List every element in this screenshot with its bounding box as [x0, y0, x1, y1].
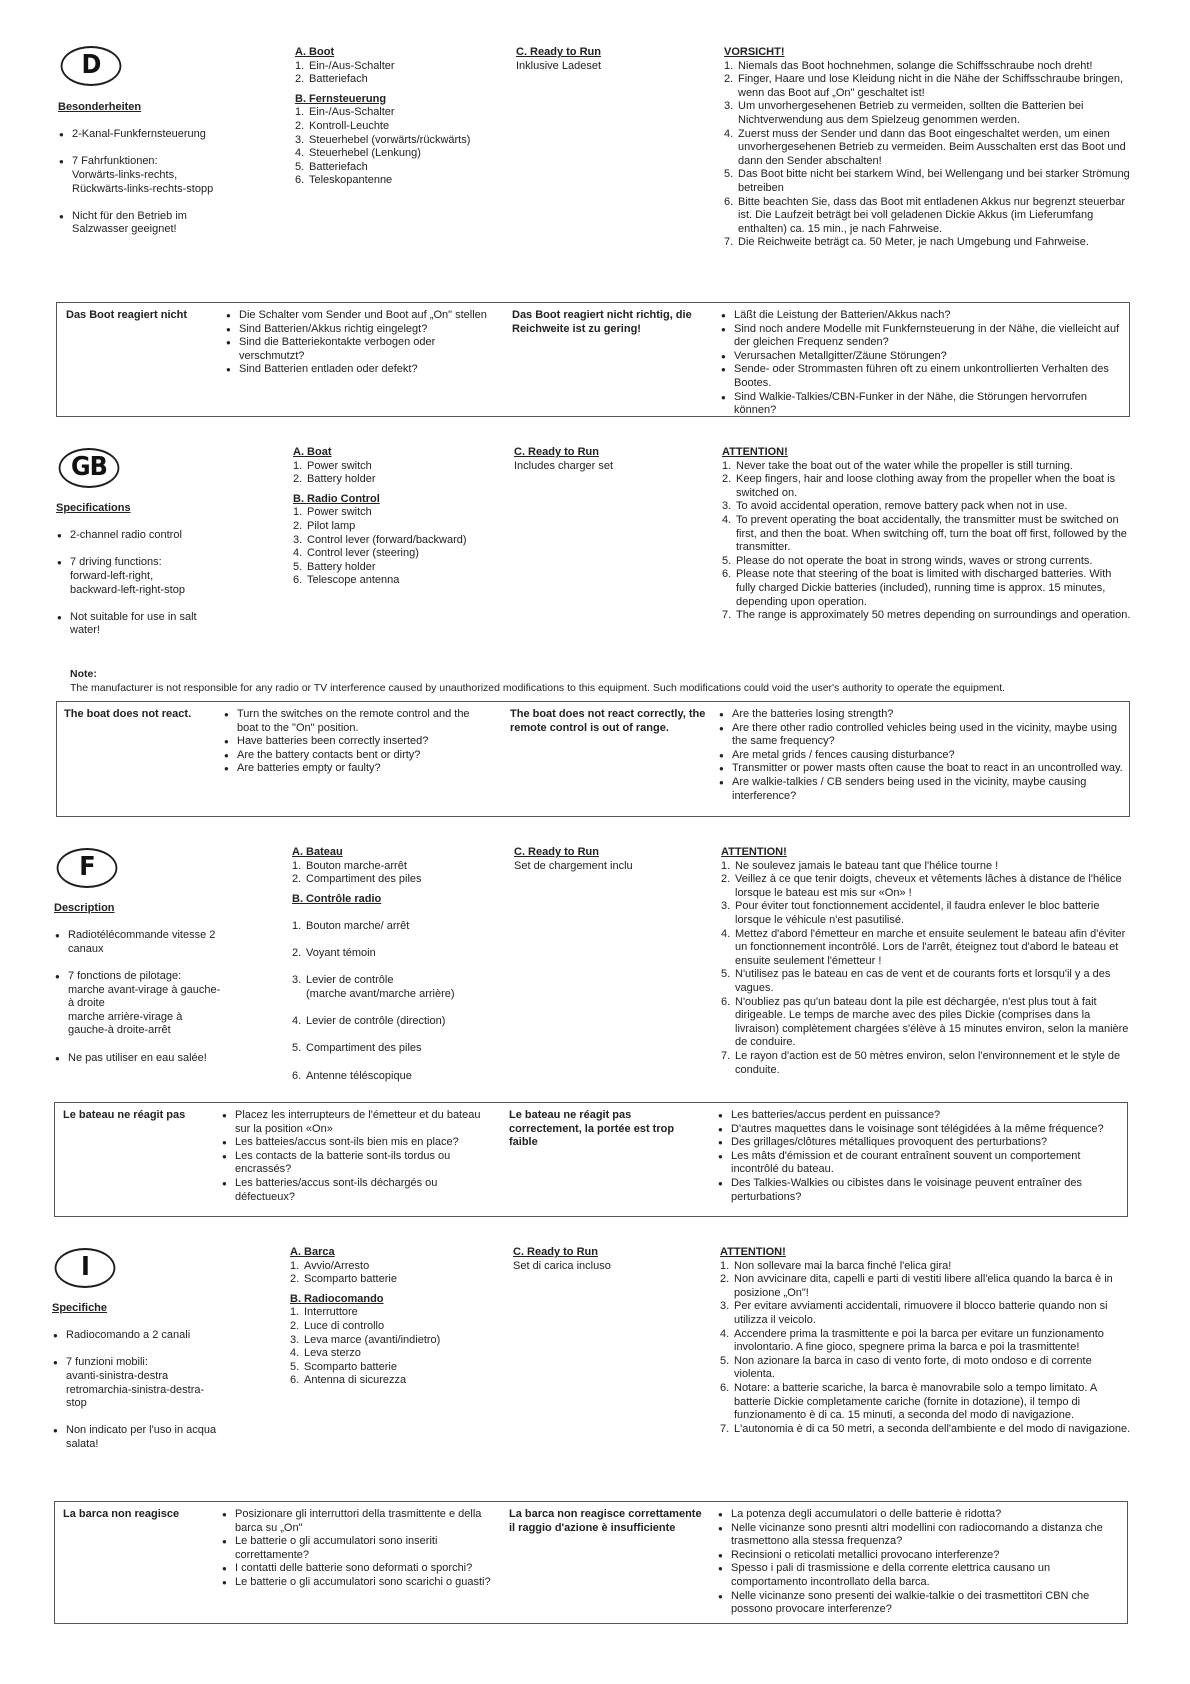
list-item: 3. Per evitare avviamenti accidentali, rimuovere il blocco batterie quando non si utilizza il veicolo. — [720, 1300, 1108, 1326]
list-item: 5. N'utilisez pas le bateau en cas de vent et de courants forts et lorsqu'il y a des vagues. — [721, 968, 1111, 994]
list-item: 4. To prevent operating the boat accidentally, the transmitter must be switched on first, and then the boat. When switching off, turn the boat off first, followed by the transmitter. — [722, 513, 1127, 554]
list-item: 4. Zuerst muss der Sender und dann das Boot eingeschaltet werden, um einen unvorhergesehenen Betrieb zu vermeiden. Beim Ausschalten erst das Boot und dann den Sender abschalten! — [724, 127, 1126, 167]
list-item: ● Les batteries/accus sont-ils déchargés ou défectueux? — [221, 1177, 491, 1204]
troubleshoot-box-gb — [56, 701, 1130, 817]
list-item: ● Les batteies/accus sont-ils bien mis en place? — [221, 1136, 491, 1150]
troubleshoot-box-de — [56, 302, 1130, 417]
list-item: ● Läßt die Leistung der Batterien/Akkus nach? — [720, 309, 1125, 323]
warning-title: ATTENTION! — [722, 446, 788, 458]
list-item: ● Not suitable for use in salt water! — [56, 611, 256, 638]
note-title: Note: — [70, 668, 97, 680]
list-item: ● Ne pas utiliser en eau salée! — [54, 1052, 244, 1066]
list-item: ● Turn the switches on the remote control and the boat to the "On" position. — [223, 708, 493, 735]
list-item: ● Le batterie o gli accumulatori sono scarichi o guasti? — [221, 1576, 491, 1590]
list-item: ● Radiotélécommande vitesse 2 canaux — [54, 929, 244, 956]
section-b-title: B. Contrôle radio — [292, 892, 382, 905]
section-c-text: Set di carica incluso — [513, 1259, 611, 1272]
list-item: ● Sind noch andere Modelle mit Funkfernsteuerung in der Nähe, die vielleicht auf der gleichen Frequenz senden? — [720, 323, 1125, 350]
list-item: 1. Non sollevare mai la barca finché l'elica gira! — [720, 1259, 952, 1272]
list-item: 7. Die Reichweite beträgt ca. 50 Meter, je nach Umgebung und Fahrweise. — [724, 236, 1089, 249]
list-item: ● Nelle vicinanze sono presenti dei walkie-talkie o dei trasmettitori CBN che possono provocare interferenze? — [717, 1590, 1122, 1617]
list-item: 1. Power switch — [293, 459, 372, 472]
list-item: ● Transmitter or power masts often cause the boat to react in an uncontrolled way. — [718, 762, 1123, 776]
features-it — [52, 1302, 247, 1465]
trouble-title-1: La barca non reagisce — [63, 1508, 180, 1520]
country-badge-it: I — [55, 1248, 116, 1288]
section-a-title: A. Bateau — [292, 846, 343, 858]
section-b-title: B. Radiocomando — [290, 1292, 384, 1305]
country-badge-de: D — [61, 46, 122, 86]
list-item: 1. Bouton marche/ arrêt — [292, 919, 410, 932]
list-item: 7. The range is approximately 50 metres depending on surroundings and operation. — [722, 609, 1131, 622]
features-title: Specifications — [56, 502, 131, 514]
warnings-fr — [721, 846, 1133, 1077]
list-item: ● Les mâts d'émission et de courant entraînent souvent un comportement incontrôlé du bateau. — [717, 1150, 1122, 1177]
list-item: ● Sind Batterien/Akkus richtig eingelegt? — [225, 323, 495, 337]
list-item: 3. Leva marce (avanti/indietro) — [290, 1333, 441, 1346]
parts-it — [290, 1246, 500, 1388]
list-item: 3. Steuerhebel (vorwärts/rückwärts) — [295, 133, 471, 146]
list-item: 6. Antenne téléscopique — [292, 1069, 412, 1082]
section-c-title: C. Ready to Run — [514, 846, 599, 858]
list-item: 7. L'autonomia è di ca 50 metri, a seconda dell'ambiente e del modo di navigazione. — [720, 1422, 1131, 1435]
warnings-gb — [722, 446, 1132, 623]
section-c-title: C. Ready to Run — [513, 1246, 598, 1258]
list-item: ● Non indicato per l'uso in acqua salata! — [52, 1424, 247, 1451]
section-a-title: A. Barca — [290, 1246, 335, 1258]
country-badge-gb: GB — [59, 448, 120, 488]
list-item: ● 2-Kanal-Funkfernsteuerung — [58, 128, 258, 142]
list-item: ● Sende- oder Strommasten führen oft zu einem unkontrollierten Verhalten des Bootes. — [720, 363, 1125, 390]
trouble-title-1: Das Boot reagiert nicht — [66, 309, 188, 321]
list-item: ● Des Talkies-Walkies ou cibistes dans le voisinage peuvent entraîner des perturbations? — [717, 1177, 1122, 1204]
list-item: ● Are walkie-talkies / CB senders being used in the vicinity, maybe causing interference? — [718, 776, 1123, 803]
note-text: The manufacturer is not responsible for any radio or TV interference caused by unauthorized modifications to this equipment. Such modifications could void the user's authority to operate the equipment. — [70, 681, 1006, 694]
list-item: 5. Compartiment des piles — [292, 1042, 422, 1055]
list-item: 4. Mettez d'abord l'émetteur en marche et ensuite seulement le bateau afin d'éviter un fonctionnement incontrôlé. Lors de l'arrêt, éteignez tout d'abord le bateau et ensuite seulement l'émetteur ! — [721, 927, 1126, 967]
list-item: ● Posizionare gli interruttori della trasmittente e della barca su „On" — [221, 1508, 491, 1535]
trouble-title-2: Le bateau ne réagit pas correctement, la portée est trop faible — [509, 1109, 675, 1149]
section-c-text: Includes charger set — [514, 459, 614, 472]
trouble-title-2: Das Boot reagiert nicht richtig, die Reichweite ist zu gering! — [512, 309, 692, 335]
ready-de — [516, 46, 696, 73]
country-badge-fr: F — [57, 848, 118, 888]
list-item: 2. Veillez à ce que tenir doigts, cheveux et vêtements lâches à distance de l'hélice lorsque le bateau est mis sur «On» ! — [721, 873, 1122, 899]
list-item: 3. Um unvorhergesehenen Betrieb zu vermeiden, sollten die Batterien bei Nichtverwendung aus dem Spielzeug genommen werden. — [724, 100, 1084, 126]
features-title: Besonderheiten — [58, 101, 142, 113]
section-b-title: B. Fernsteuerung — [295, 92, 387, 105]
list-item: 2. Voyant témoin — [292, 947, 376, 960]
trouble-title-2: La barca non reagisce correttamente il raggio d'azione è insufficiente — [509, 1508, 702, 1534]
list-item: 1. Ein-/Aus-Schalter — [295, 106, 395, 119]
list-item: ● Spesso i pali di trasmissione e della corrente elettrica causano un comportamento incontrollato della barca. — [717, 1562, 1122, 1589]
list-item: ● Les contacts de la batterie sont-ils tordus ou encrassés? — [221, 1150, 491, 1177]
troubleshoot-box-fr — [54, 1102, 1128, 1217]
list-item: 1. Power switch — [293, 506, 372, 519]
list-item: 3. Levier de contrôle (marche avant/marche arrière) — [292, 974, 455, 1000]
section-c-text: Inklusive Ladeset — [516, 59, 601, 72]
features-gb — [56, 502, 256, 652]
list-item: 3. Pour éviter tout fonctionnement accidentel, il faudra enlever le bloc batterie lorsque le véhicule n'est pasutilisé. — [721, 900, 1100, 926]
list-item: ● Sind die Batteriekontakte verbogen oder verschmutzt? — [225, 336, 495, 363]
list-item: 2. Non avvicinare dita, capelli e parti di vestiti libere all'elica quando la barca è in posizione „On"! — [720, 1273, 1113, 1299]
section-a-title: A. Boot — [295, 46, 335, 58]
trouble-title-2: The boat does not react correctly, the remote control is out of range. — [510, 708, 706, 734]
list-item: 7. Le rayon d'action est de 50 mètres environ, selon l'environnement et le style de conduite. — [721, 1049, 1121, 1076]
list-item: 4. Levier de contrôle (direction) — [292, 1015, 446, 1028]
list-item: ● La potenza degli accumulatori o delle batterie è ridotta? — [717, 1508, 1122, 1522]
list-item: 6. N'oubliez pas qu'un bateau dont la pile est déchargée, n'est plus tout à fait dirigeable. Le temps de marche avec des piles Dickie (comprises dans la livraison) complètement chargées s'élève à 15 minutes environ, selon la manière de conduire. — [721, 995, 1129, 1049]
list-item: 1. Niemals das Boot hochnehmen, solange die Schiffsschraube noch dreht! — [724, 59, 1093, 72]
features-title: Specifiche — [52, 1302, 108, 1314]
warning-title: ATTENTION! — [720, 1246, 786, 1258]
section-c-title: C. Ready to Run — [514, 446, 599, 458]
features-de — [58, 101, 258, 251]
list-item: ● Placez les interrupteurs de l'émetteur et du bateau sur la position «On» — [221, 1109, 491, 1136]
list-item: 4. Accendere prima la trasmittente e poi la barca per evitare un funzionamento involontario. A fine gioco, spegnere prima la barca e poi la trasmittente! — [720, 1327, 1104, 1354]
list-item: 2. Battery holder — [293, 473, 376, 486]
list-item: ● Have batteries been correctly inserted? — [223, 735, 493, 749]
list-item: ● Recinsioni o reticolati metallici provocano interferenze? — [717, 1549, 1122, 1563]
list-item: ● Nelle vicinanze sono presnti altri modellini con radiocomando a distanza che trasmettono alla stessa frequenza? — [717, 1522, 1122, 1549]
list-item: ● Are batteries empty or faulty? — [223, 762, 493, 776]
list-item: ● Radiocomando a 2 canali — [52, 1329, 247, 1343]
list-item: 5. Non azionare la barca in caso di vento forte, di moto ondoso e di corrente violenta. — [720, 1354, 1092, 1381]
list-item: 5. Das Boot bitte nicht bei starkem Wind, bei Wellengang und bei starker Strömung betreiben — [724, 168, 1130, 194]
ready-fr — [514, 846, 694, 873]
list-item: ● 7 driving functions: forward-left-right, backward-left-right-stop — [56, 556, 256, 597]
list-item: ● Les batteries/accus perdent en puissance? — [717, 1109, 1122, 1123]
parts-fr — [292, 846, 502, 1097]
manufacturer-note — [70, 668, 1140, 695]
list-item: 6. Please note that steering of the boat is limited with discharged batteries. With fully charged Dickie batteries (included), running time is approx. 15 minutes, depending upon operation. — [722, 568, 1112, 608]
parts-de — [295, 46, 505, 188]
list-item: 1. Ein-/Aus-Schalter — [295, 59, 395, 72]
list-item: ● Are metal grids / fences causing disturbance? — [718, 749, 1123, 763]
list-item: 5. Scomparto batterie — [290, 1360, 397, 1373]
list-item: 1. Avvio/Arresto — [290, 1259, 370, 1272]
parts-gb — [293, 446, 503, 588]
list-item: 6. Teleskopantenne — [295, 174, 393, 187]
list-item: 3. Control lever (forward/backward) — [293, 533, 467, 546]
list-item: ● Sind Batterien entladen oder defekt? — [225, 363, 495, 377]
list-item: ● Le batterie o gli accumulatori sono inseriti correttamente? — [221, 1535, 491, 1562]
list-item: 2. Scomparto batterie — [290, 1273, 397, 1286]
list-item: ● 7 fonctions de pilotage: marche avant-virage à gauche- à droite marche arrière-virage à gauche-à droite-arrêt — [54, 970, 244, 1038]
list-item: 3. To avoid accidental operation, remove battery pack when not in use. — [722, 500, 1068, 513]
list-item: ● D'autres maquettes dans le voisinage sont télégidées à la même fréquence? — [717, 1123, 1122, 1137]
list-item: ● Are the batteries losing strength? — [718, 708, 1123, 722]
features-title: Description — [54, 902, 115, 914]
section-c-text: Set de chargement inclu — [514, 859, 633, 872]
warnings-it — [720, 1246, 1132, 1436]
list-item: ● 7 funzioni mobili: avanti-sinistra-destra retromarchia-sinistra-destra- stop — [52, 1356, 247, 1410]
trouble-title-1: Le bateau ne réagit pas — [63, 1109, 186, 1121]
troubleshoot-box-it — [54, 1501, 1128, 1624]
list-item: 4. Leva sterzo — [290, 1347, 361, 1360]
list-item: 1. Never take the boat out of the water while the propeller is still turning. — [722, 459, 1073, 472]
list-item: 6. Antenna di sicurezza — [290, 1374, 407, 1387]
list-item: ● Des grillages/clôtures métalliques provoquent des perturbations? — [717, 1136, 1122, 1150]
list-item: ● Verursachen Metallgitter/Zäune Störungen? — [720, 350, 1125, 364]
trouble-title-1: The boat does not react. — [64, 708, 192, 720]
ready-it — [513, 1246, 693, 1273]
ready-gb — [514, 446, 694, 473]
list-item: 4. Steuerhebel (Lenkung) — [295, 147, 421, 160]
list-item: 1. Bouton marche-arrêt — [292, 859, 407, 872]
list-item: ● 7 Fahrfunktionen: Vorwärts-links-rechts, Rückwärts-links-rechts-stopp — [58, 155, 258, 196]
list-item: 5. Battery holder — [293, 560, 376, 573]
list-item: 4. Control lever (steering) — [293, 547, 419, 560]
list-item: ● Are there other radio controlled vehicles being used in the vicinity, maybe using the same frequency? — [718, 722, 1123, 749]
list-item: 2. Keep fingers, hair and loose clothing away from the propeller when the boat is switched on. — [722, 473, 1116, 499]
list-item: 1. Interruttore — [290, 1306, 358, 1319]
list-item: 6. Notare: a batterie scariche, la barca è manovrabile solo a tempo limitato. A batterie Dickie completamente cariche (fornite in dotazione), il tempo di funzionamento è di ca. 15 minuti, a seconda del modo di navigazione. — [720, 1381, 1097, 1422]
warning-title: VORSICHT! — [724, 46, 785, 58]
list-item: 2. Pilot lamp — [293, 519, 356, 532]
list-item: ● 2-channel radio control — [56, 529, 256, 543]
list-item: 5. Batteriefach — [295, 160, 368, 173]
list-item: 6. Telescope antenna — [293, 574, 400, 587]
features-fr — [54, 902, 244, 1079]
warnings-de — [724, 46, 1134, 250]
list-item: ● Die Schalter vom Sender und Boot auf „On" stellen — [225, 309, 495, 323]
section-b-title: B. Radio Control — [293, 492, 380, 505]
list-item: 2. Compartiment des piles — [292, 873, 422, 886]
section-c-title: C. Ready to Run — [516, 46, 601, 58]
list-item: 6. Bitte beachten Sie, dass das Boot mit entladenen Akkus nur begrenzt steuerbar ist. Die Laufzeit beträgt bei voll geladenen Dickie Akkus (im Lieferumfang enthalten) ca. 15 min., je nach Fahrweise. — [724, 195, 1126, 235]
list-item: ● Nicht für den Betrieb im Salzwasser geeignet! — [58, 210, 258, 237]
list-item: 2. Batteriefach — [295, 73, 368, 86]
list-item: 2. Luce di controllo — [290, 1319, 385, 1332]
list-item: ● Are the battery contacts bent or dirty? — [223, 749, 493, 763]
list-item: 2. Kontroll-Leuchte — [295, 119, 390, 132]
section-a-title: A. Boat — [293, 446, 332, 458]
list-item: 2. Finger, Haare und lose Kleidung nicht in die Nähe der Schiffsschraube bringen, wenn das Boot auf „On" geschaltet ist! — [724, 73, 1124, 99]
list-item: 1. Ne soulevez jamais le bateau tant que l'hélice tourne ! — [721, 859, 999, 872]
list-item: ● Sind Walkie-Talkies/CBN-Funker in der Nähe, die Störungen hervorrufen können? — [720, 391, 1125, 418]
list-item: 5. Please do not operate the boat in strong winds, waves or strong currents. — [722, 554, 1093, 567]
warning-title: ATTENTION! — [721, 846, 787, 858]
list-item: ● I contatti delle batterie sono deformati o sporchi? — [221, 1562, 491, 1576]
